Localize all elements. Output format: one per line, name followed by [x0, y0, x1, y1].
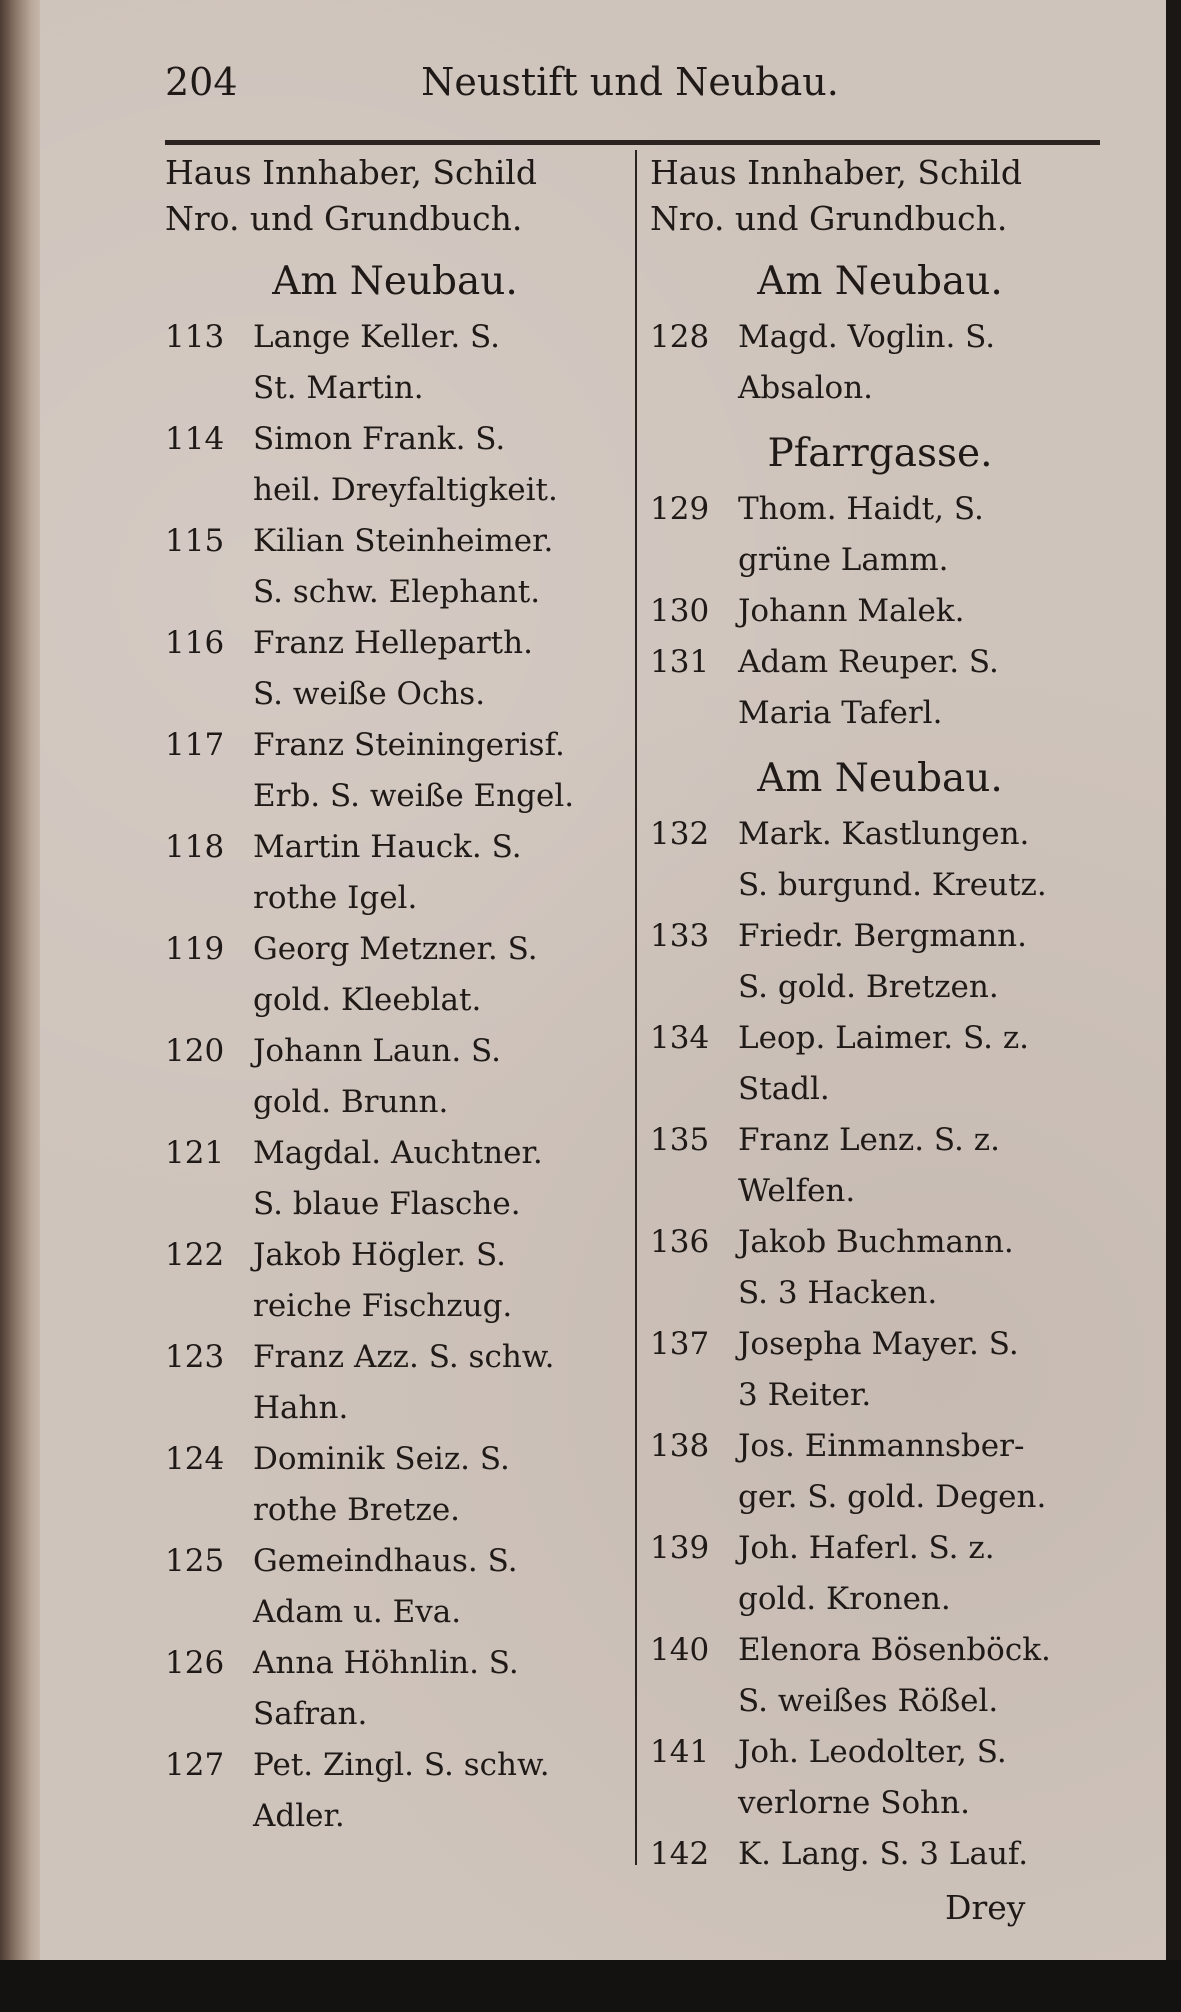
- entry-line: Stadl.: [738, 1071, 830, 1107]
- right-column: [650, 150, 1110, 1880]
- house-number: 127: [165, 1747, 225, 1783]
- entry-text: [738, 1319, 1110, 1421]
- house-number: 131: [650, 644, 710, 680]
- entry-line: Adam u. Eva.: [253, 1594, 462, 1630]
- entry-text: [253, 1434, 625, 1536]
- entry-line: Josepha Mayer. S.: [738, 1326, 1019, 1362]
- house-number: 129: [650, 491, 710, 527]
- entry-text: [253, 1026, 625, 1128]
- column-heading-line: Haus Innhaber, Schild: [165, 153, 537, 192]
- list-item: [650, 809, 1110, 911]
- entry-line: S. burgund. Kreutz.: [738, 867, 1047, 903]
- list-item: [650, 1115, 1110, 1217]
- entry-text: [738, 1115, 1110, 1217]
- column-heading: [650, 150, 1110, 242]
- entry-list: [650, 256, 1110, 1880]
- list-item: [165, 1536, 625, 1638]
- house-number: 135: [650, 1122, 710, 1158]
- entry-text: [253, 1128, 625, 1230]
- entry-line: S. schw. Elephant.: [253, 574, 541, 610]
- entry-text: [738, 637, 1110, 739]
- list-item: [165, 414, 625, 516]
- catchword: Drey: [945, 1888, 1026, 1927]
- entry-line: heil. Dreyfaltigkeit.: [253, 472, 558, 508]
- entry-text: [253, 1638, 625, 1740]
- entry-line: S. blaue Flasche.: [253, 1186, 521, 1222]
- list-item: [650, 1421, 1110, 1523]
- house-number: 123: [165, 1339, 225, 1375]
- entry-line: Pet. Zingl. S. schw.: [253, 1747, 550, 1783]
- entry-line: rothe Bretze.: [253, 1492, 461, 1528]
- entry-line: Thom. Haidt, S.: [738, 491, 984, 527]
- entry-text: [738, 1829, 1110, 1880]
- entry-line: Jakob Buchmann.: [738, 1224, 1014, 1260]
- entry-line: S. weißes Rößel.: [738, 1683, 999, 1719]
- entry-line: Friedr. Bergmann.: [738, 918, 1028, 954]
- entry-text: [738, 911, 1110, 1013]
- entry-line: gold. Brunn.: [253, 1084, 449, 1120]
- house-number: 136: [650, 1224, 710, 1260]
- house-number: 114: [165, 421, 225, 457]
- running-head: [0, 60, 1181, 120]
- list-item: [165, 924, 625, 1026]
- entry-line: Kilian Steinheimer.: [253, 523, 554, 559]
- entry-line: Adler.: [253, 1798, 345, 1834]
- list-item: [165, 1740, 625, 1842]
- entry-line: Lange Keller. S.: [253, 319, 501, 355]
- list-item: [165, 312, 625, 414]
- entry-line: verlorne Sohn.: [738, 1785, 970, 1821]
- house-number: 142: [650, 1836, 710, 1872]
- list-item: [650, 1319, 1110, 1421]
- list-item: [650, 1727, 1110, 1829]
- house-number: 128: [650, 319, 710, 355]
- house-number: 139: [650, 1530, 710, 1566]
- entry-text: [253, 312, 625, 414]
- entry-line: Gemeindhaus. S.: [253, 1543, 518, 1579]
- list-item: [650, 911, 1110, 1013]
- entry-line: Jos. Einmannsber-: [738, 1428, 1025, 1464]
- entry-line: Martin Hauck. S.: [253, 829, 522, 865]
- list-item: [650, 1625, 1110, 1727]
- house-number: 121: [165, 1135, 225, 1171]
- entry-text: [253, 516, 625, 618]
- house-number: 126: [165, 1645, 225, 1681]
- list-item: [165, 1638, 625, 1740]
- entry-text: [253, 822, 625, 924]
- entry-text: [738, 1625, 1110, 1727]
- entry-text: [253, 1332, 625, 1434]
- page-bottom-edge: [0, 1960, 1181, 2012]
- entry-text: [738, 1727, 1110, 1829]
- entry-line: Joh. Leodolter, S.: [738, 1734, 1007, 1770]
- entry-line: Johann Malek.: [738, 593, 965, 629]
- entry-line: Elenora Bösenböck.: [738, 1632, 1051, 1668]
- entry-line: Safran.: [253, 1696, 368, 1732]
- house-number: 124: [165, 1441, 225, 1477]
- page-title: Neustift und Neubau.: [421, 60, 839, 104]
- section-title: Am Neubau.: [272, 259, 518, 304]
- list-item: [650, 1523, 1110, 1625]
- list-item: [165, 720, 625, 822]
- entry-line: S. weiße Ochs.: [253, 676, 486, 712]
- entry-text: [738, 1523, 1110, 1625]
- list-item: [165, 822, 625, 924]
- list-item: [165, 1230, 625, 1332]
- entry-line: Absalon.: [738, 370, 874, 406]
- entry-text: [253, 1740, 625, 1842]
- house-number: 120: [165, 1033, 225, 1069]
- entry-line: Magd. Voglin. S.: [738, 319, 996, 355]
- entry-text: [738, 586, 1110, 637]
- entry-text: [738, 484, 1110, 586]
- entry-line: reiche Fischzug.: [253, 1288, 513, 1324]
- entry-text: [253, 1230, 625, 1332]
- section-title: Pfarrgasse.: [767, 431, 993, 476]
- entry-line: grüne Lamm.: [738, 542, 949, 578]
- entry-text: [253, 924, 625, 1026]
- entry-text: [253, 720, 625, 822]
- entry-line: Erb. S. weiße Engel.: [253, 778, 575, 814]
- book-spine: [0, 0, 44, 1960]
- header-rule: [165, 140, 1100, 145]
- list-item: [165, 1434, 625, 1536]
- list-item: [650, 484, 1110, 586]
- entry-text: [738, 1217, 1110, 1319]
- entry-text: [738, 1013, 1110, 1115]
- column-heading: [165, 150, 625, 242]
- entry-line: Franz Steiningerisf.: [253, 727, 565, 763]
- entry-line: Dominik Seiz. S.: [253, 1441, 510, 1477]
- entry-text: [738, 809, 1110, 911]
- page-number: 204: [165, 60, 238, 104]
- list-item: [165, 1128, 625, 1230]
- house-number: 137: [650, 1326, 710, 1362]
- list-item: [650, 1013, 1110, 1115]
- list-item: [165, 516, 625, 618]
- house-number: 115: [165, 523, 225, 559]
- entry-line: ger. S. gold. Degen.: [738, 1479, 1047, 1515]
- entry-line: Joh. Haferl. S. z.: [738, 1530, 995, 1566]
- house-number: 138: [650, 1428, 710, 1464]
- entry-line: Simon Frank. S.: [253, 421, 506, 457]
- list-item: [165, 1332, 625, 1434]
- entry-line: St. Martin.: [253, 370, 424, 406]
- entry-line: K. Lang. S. 3 Lauf.: [738, 1836, 1029, 1872]
- house-number: 116: [165, 625, 225, 661]
- column-heading-line: Nro. und Grundbuch.: [165, 199, 523, 238]
- house-number: 125: [165, 1543, 225, 1579]
- entry-line: Maria Taferl.: [738, 695, 943, 731]
- entry-line: gold. Kleeblat.: [253, 982, 482, 1018]
- list-item: [650, 637, 1110, 739]
- left-column: [165, 150, 625, 1842]
- entry-line: Mark. Kastlungen.: [738, 816, 1030, 852]
- entry-line: gold. Kronen.: [738, 1581, 951, 1617]
- house-number: 122: [165, 1237, 225, 1273]
- entry-text: [253, 414, 625, 516]
- column-heading-line: Haus Innhaber, Schild: [650, 153, 1022, 192]
- entry-line: Adam Reuper. S.: [738, 644, 999, 680]
- entry-text: [253, 1536, 625, 1638]
- entry-line: Franz Lenz. S. z.: [738, 1122, 1000, 1158]
- list-item: [650, 1217, 1110, 1319]
- entry-line: Johann Laun. S.: [253, 1033, 502, 1069]
- house-number: 133: [650, 918, 710, 954]
- entry-line: Franz Azz. S. schw.: [253, 1339, 555, 1375]
- entry-line: Jakob Högler. S.: [253, 1237, 506, 1273]
- section-title: Am Neubau.: [757, 259, 1003, 304]
- entry-line: Anna Höhnlin. S.: [253, 1645, 519, 1681]
- entry-text: [253, 618, 625, 720]
- entry-text: [738, 312, 1110, 414]
- entry-line: rothe Igel.: [253, 880, 418, 916]
- entry-line: Franz Helleparth.: [253, 625, 533, 661]
- entry-line: S. gold. Bretzen.: [738, 969, 999, 1005]
- entry-line: Hahn.: [253, 1390, 349, 1426]
- entry-line: Welfen.: [738, 1173, 856, 1209]
- list-item: [650, 586, 1110, 637]
- column-heading-line: Nro. und Grundbuch.: [650, 199, 1008, 238]
- entry-line: 3 Reiter.: [738, 1377, 872, 1413]
- house-number: 130: [650, 593, 710, 629]
- entry-line: Georg Metzner. S.: [253, 931, 538, 967]
- house-number: 134: [650, 1020, 710, 1056]
- entry-list: [165, 256, 625, 1842]
- entry-line: Magdal. Auchtner.: [253, 1135, 543, 1171]
- section-title: Am Neubau.: [757, 756, 1003, 801]
- house-number: 140: [650, 1632, 710, 1668]
- entry-line: S. 3 Hacken.: [738, 1275, 938, 1311]
- house-number: 113: [165, 319, 225, 355]
- column-divider: [635, 150, 637, 1865]
- house-number: 118: [165, 829, 225, 865]
- list-item: [650, 1829, 1110, 1880]
- house-number: 141: [650, 1734, 710, 1770]
- entry-line: Leop. Laimer. S. z.: [738, 1020, 1030, 1056]
- list-item: [165, 1026, 625, 1128]
- entry-text: [738, 1421, 1110, 1523]
- house-number: 132: [650, 816, 710, 852]
- house-number: 119: [165, 931, 225, 967]
- list-item: [165, 618, 625, 720]
- house-number: 117: [165, 727, 225, 763]
- list-item: [650, 312, 1110, 414]
